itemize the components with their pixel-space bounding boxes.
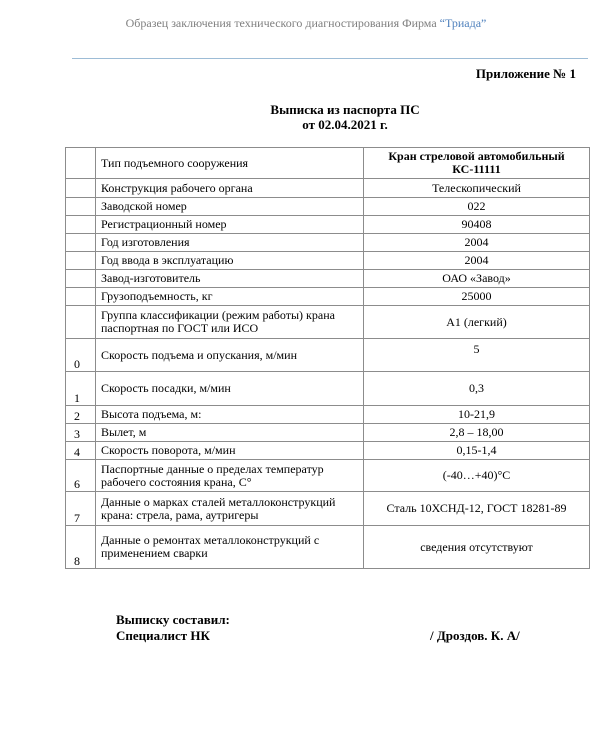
row-parameter: Завод-изготовитель xyxy=(96,270,364,288)
row-parameter: Вылет, м xyxy=(96,424,364,442)
row-value: А1 (легкий) xyxy=(364,306,590,339)
row-number: 3 xyxy=(66,424,96,442)
row-parameter: Тип подъемного сооружения xyxy=(96,148,364,179)
table-row xyxy=(66,270,590,288)
row-number xyxy=(66,198,96,216)
row-parameter: Паспортные данные о пределах температур рабочего состояния крана, С° xyxy=(96,460,364,492)
row-value: Телескопический xyxy=(364,179,590,198)
compiled-by-label: Выписку составил: xyxy=(116,612,230,627)
row-value: 25000 xyxy=(364,288,590,306)
row-number xyxy=(66,252,96,270)
row-value: 2,8 – 18,00 xyxy=(364,424,590,442)
specialist-role: Специалист НК xyxy=(116,628,210,643)
title-line-2: от 02.04.2021 г. xyxy=(302,117,388,132)
table-row xyxy=(66,526,590,569)
table-row xyxy=(66,442,590,460)
table-row xyxy=(66,252,590,270)
row-number xyxy=(66,179,96,198)
page-header xyxy=(0,16,612,31)
table-row xyxy=(66,216,590,234)
row-value: (-40…+40)°С xyxy=(364,460,590,492)
row-value: 2004 xyxy=(364,234,590,252)
row-value: 2004 xyxy=(364,252,590,270)
row-parameter: Скорость поворота, м/мин xyxy=(96,442,364,460)
title-line-1: Выписка из паспорта ПС xyxy=(270,102,420,117)
table-row xyxy=(66,234,590,252)
table-row xyxy=(66,198,590,216)
header-open-quote: “ xyxy=(439,16,445,30)
document-title xyxy=(195,102,495,132)
row-number: 7 xyxy=(66,492,96,526)
row-parameter: Высота подъема, м: xyxy=(96,406,364,424)
header-firm-name: Триада xyxy=(444,16,482,30)
header-divider xyxy=(72,58,588,59)
header-text: Образец заключения технического диагностирования Фирма xyxy=(125,16,440,30)
row-number xyxy=(66,234,96,252)
passport-table xyxy=(65,147,590,569)
table-row xyxy=(66,406,590,424)
row-number: 8 xyxy=(66,526,96,569)
row-value: Сталь 10ХСНД-12, ГОСТ 18281-89 xyxy=(364,492,590,526)
row-number: 4 xyxy=(66,442,96,460)
row-number xyxy=(66,148,96,179)
row-value: сведения отсутствуют xyxy=(364,526,590,569)
row-number: 6 xyxy=(66,460,96,492)
table-row xyxy=(66,179,590,198)
row-parameter: Год ввода в эксплуатацию xyxy=(96,252,364,270)
row-parameter: Скорость подъема и опускания, м/мин xyxy=(96,339,364,372)
table-row xyxy=(66,424,590,442)
row-number xyxy=(66,216,96,234)
row-parameter: Скорость посадки, м/мин xyxy=(96,372,364,406)
row-number: 2 xyxy=(66,406,96,424)
appendix-label: Приложение № 1 xyxy=(475,66,576,81)
header-close-quote: ” xyxy=(481,16,487,30)
table-row xyxy=(66,339,590,372)
row-parameter: Конструкция рабочего органа xyxy=(96,179,364,198)
row-parameter: Заводской номер xyxy=(96,198,364,216)
row-value: ОАО «Завод» xyxy=(364,270,590,288)
row-parameter: Данные о марках сталей металлоконструкций крана: стрела, рама, аутригеры xyxy=(96,492,364,526)
specialist-name: / Дроздов. К. А/ xyxy=(430,628,520,643)
row-parameter: Данные о ремонтах металлоконструкций с применением сварки xyxy=(96,526,364,569)
row-number xyxy=(66,270,96,288)
table-row xyxy=(66,288,590,306)
row-number: 1 xyxy=(66,372,96,406)
row-parameter: Грузоподъемность, кг xyxy=(96,288,364,306)
row-parameter: Год изготовления xyxy=(96,234,364,252)
row-number xyxy=(66,288,96,306)
row-number: 0 xyxy=(66,339,96,372)
table-row xyxy=(66,460,590,492)
row-value: 022 xyxy=(364,198,590,216)
row-parameter: Регистрационный номер xyxy=(96,216,364,234)
table-row xyxy=(66,148,590,179)
row-number xyxy=(66,306,96,339)
row-value: 90408 xyxy=(364,216,590,234)
signature-block xyxy=(116,612,230,644)
row-value: 0,15-1,4 xyxy=(364,442,590,460)
row-value: 0,3 xyxy=(364,372,590,406)
row-value: 5 xyxy=(364,339,590,372)
row-parameter: Группа классификации (режим работы) крана паспортная по ГОСТ или ИСО xyxy=(96,306,364,339)
row-value: 10-21,9 xyxy=(364,406,590,424)
row-value: Кран стреловой автомобильный КС-11111 xyxy=(364,148,590,179)
table-row xyxy=(66,492,590,526)
table-row xyxy=(66,372,590,406)
table-row xyxy=(66,306,590,339)
